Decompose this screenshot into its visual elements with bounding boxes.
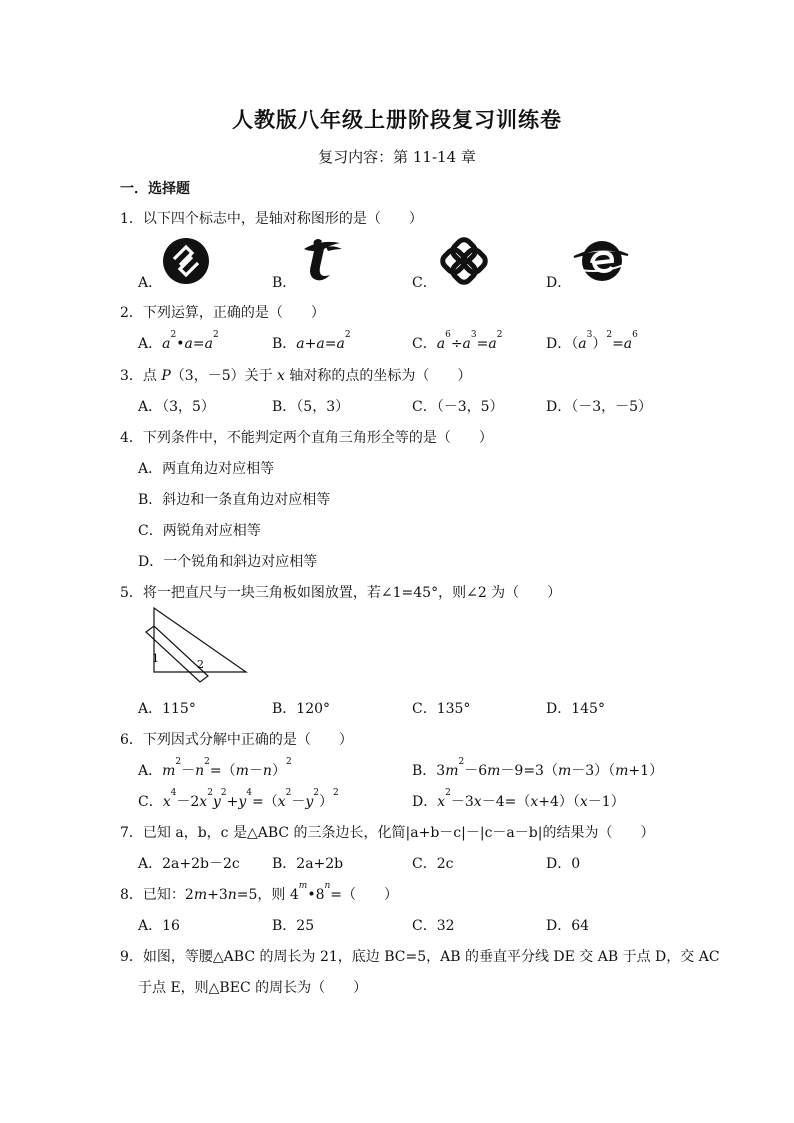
q6-option-b: B．$3m^2-6m-9=3(m-3)(m+1)$ (412, 757, 664, 779)
q6-option-c: C．$x^4-2x^2y^2+y^4=(x^2-y^2)^2$ (138, 788, 339, 810)
q3-option-b: B．（5，3） (272, 399, 350, 415)
q1-option-a: A． (138, 275, 163, 291)
q5-option-b: B．120° (272, 701, 331, 717)
q6-option-d: D．$x^2-3x-4=(x+4)(x-1)$ (412, 788, 625, 810)
q7-option-b: B．2a+2b (272, 856, 344, 872)
q5-option-d: D．145° (546, 701, 605, 717)
q3-option-c: C．（－3，5） (412, 399, 504, 415)
question-6-stem: 6．下列因式分解中正确的是（ ） (120, 732, 353, 748)
question-2-stem: 2．下列运算，正确的是（ ） (120, 305, 325, 321)
q7-option-d: D．0 (546, 856, 581, 872)
question-9-stem-line2: 于点 E，则△BEC 的周长为（ ） (138, 980, 368, 996)
question-8-stem: 8．已知：2m+3n=5，则 $4^m•8^n=$（ ） (120, 881, 399, 903)
china-mobile-logo-icon (162, 237, 210, 285)
q2-option-d: D．$(a^3)^2=a^6$ (546, 330, 638, 352)
ruler-triangle-figure (140, 606, 250, 686)
q7-option-c: C．2c (412, 856, 454, 872)
q8-option-c: C．32 (412, 918, 455, 934)
china-unicom-knot-logo-icon (440, 237, 488, 285)
q2-option-a: A．$a^2•a=a^2$ (138, 330, 219, 352)
q6-option-a: A．$m^2-n^2=(m-n)^2$ (138, 757, 292, 779)
question-3-stem: 3．点 P（3，－5）关于 x 轴对称的点的坐标为（ ） (120, 368, 472, 384)
q8-option-a: A．16 (138, 918, 180, 934)
q4-option-d: D．一个锐角和斜边对应相等 (138, 554, 318, 570)
q5-option-a: A．115° (138, 701, 196, 717)
q4-option-c: C．两锐角对应相等 (138, 523, 261, 539)
angle-2-label: 2 (197, 658, 204, 671)
q2-option-b: B．$a+a=a^2$ (272, 330, 351, 352)
q1-option-c: C． (412, 275, 437, 291)
question-7-stem: 7．已知 a，b，c 是△ABC 的三条边长，化简|a+b－c|－|c－a－b|的结果为（ ） (120, 825, 655, 841)
q8-option-b: B．25 (272, 918, 315, 934)
q4-option-b: B．斜边和一条直角边对应相等 (138, 492, 331, 508)
q1-option-d: D． (546, 275, 572, 291)
question-4-stem: 4．下列条件中，不能判定两个直角三角形全等的是（ ） (120, 430, 493, 446)
page-subtitle: 复习内容：第 11-14 章 (318, 148, 476, 166)
q4-option-a: A．两直角边对应相等 (138, 461, 275, 477)
q7-option-a: A．2a+2b－2c (138, 856, 240, 872)
q2-option-c: C．$a^6\div a^3=a^2$ (412, 330, 503, 352)
page-title: 人教版八年级上册阶段复习训练卷 (232, 108, 562, 132)
q8-option-d: D．64 (546, 918, 590, 934)
china-telecom-logo-icon (300, 237, 346, 285)
q3-option-a: A．（3，5） (138, 399, 215, 415)
angle-1-label: 1 (152, 652, 159, 665)
q3-option-d: D．（－3，－5） (546, 399, 653, 415)
q5-option-c: C．135° (412, 701, 471, 717)
section-heading: 一．选择题 (120, 181, 190, 197)
q1-option-b: B． (272, 275, 297, 291)
question-1-stem: 1．以下四个标志中，是轴对称图形的是（ ） (120, 211, 423, 227)
globe-e-logo-icon (572, 235, 630, 285)
question-9-stem-line1: 9．如图，等腰△ABC 的周长为 21，底边 BC=5，AB 的垂直平分线 DE 交 AB 于点 D，交 AC (120, 949, 720, 965)
question-5-stem: 5．将一把直尺与一块三角板如图放置，若∠1=45°，则∠2 为（ ） (120, 585, 562, 601)
